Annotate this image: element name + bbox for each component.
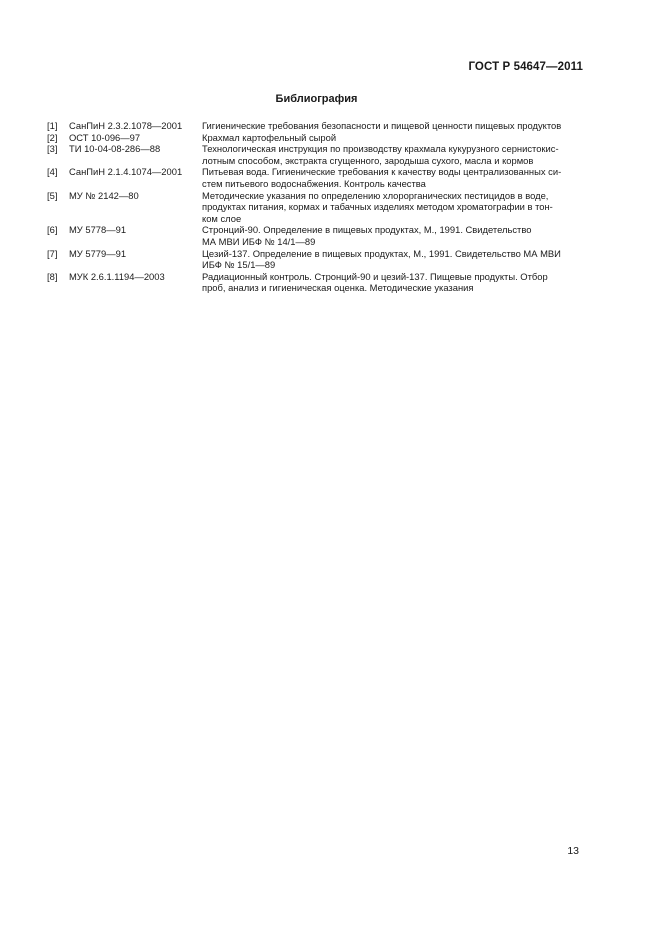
entry-code: СанПиН 2.1.4.1074—2001 — [69, 166, 183, 178]
bibliography-entry — [47, 190, 584, 225]
bibliography-entry — [47, 271, 584, 294]
entry-number: [5] — [47, 189, 58, 201]
entry-description: Крахмал картофельный сырой — [202, 131, 337, 143]
entry-number: [4] — [47, 166, 58, 178]
bibliography-entry — [47, 248, 584, 271]
section-title — [0, 93, 661, 105]
standard-code: ГОСТ Р 54647—2011 — [468, 61, 583, 73]
bibliography-entry — [47, 120, 584, 132]
entry-number: [2] — [47, 131, 58, 143]
entry-number: [8] — [47, 270, 58, 282]
entry-description: Питьевая вода. Гигиенические требования к качеству воды централизованных си- стем питьевого водоснабжения. Контроль качества — [202, 166, 562, 189]
entry-code: МУ 5778—91 — [69, 224, 127, 236]
entry-number: [7] — [47, 247, 58, 259]
section-title-text: Библиография — [275, 93, 358, 105]
bibliography-entry — [47, 143, 584, 166]
entry-description: Гигиенические требования безопасности и пищевой ценности пищевых продуктов — [202, 120, 562, 131]
bibliography-entry — [47, 166, 584, 189]
entry-description: Технологическая инструкция по производству крахмала кукурузного сернистокис- лотным способом, экстракта сгущенного, зародыша сухого, масла и кормов — [202, 143, 559, 166]
entry-code: МУ № 2142—80 — [69, 189, 139, 201]
entry-code: МУ 5779—91 — [69, 247, 127, 259]
entry-description: Методические указания по определению хлорорганических пестицидов в воде, продуктах питания, кормах и табачных изделиях методом хроматографии в тон- ком слое — [202, 189, 553, 224]
entry-code: ОСТ 10-096—97 — [69, 131, 141, 143]
entry-description: Цезий-137. Определение в пищевых продуктах, М., 1991. Свидетельство МА МВИ ИБФ № 15/1—89 — [202, 247, 561, 271]
bibliography-list — [47, 120, 584, 294]
bibliography-entry — [47, 132, 584, 144]
entry-description: Радиационный контроль. Стронций-90 и цезий-137. Пищевые продукты. Отбор проб, анализ и гигиеническая оценка. Методические указания — [202, 270, 548, 294]
entry-number: [1] — [47, 120, 58, 131]
entry-code: СанПиН 2.3.2.1078—2001 — [69, 120, 183, 131]
entry-code: ТИ 10-04-08-286—88 — [69, 143, 161, 155]
entry-code: МУК 2.6.1.1194—2003 — [69, 270, 165, 282]
page-number: 13 — [567, 845, 579, 857]
bibliography-entry — [47, 224, 584, 247]
entry-number: [6] — [47, 224, 58, 236]
entry-number: [3] — [47, 143, 58, 155]
entry-description: Стронций-90. Определение в пищевых продуктах, М., 1991. Свидетельство МА МВИ ИБФ № 14/1—89 — [202, 224, 532, 247]
